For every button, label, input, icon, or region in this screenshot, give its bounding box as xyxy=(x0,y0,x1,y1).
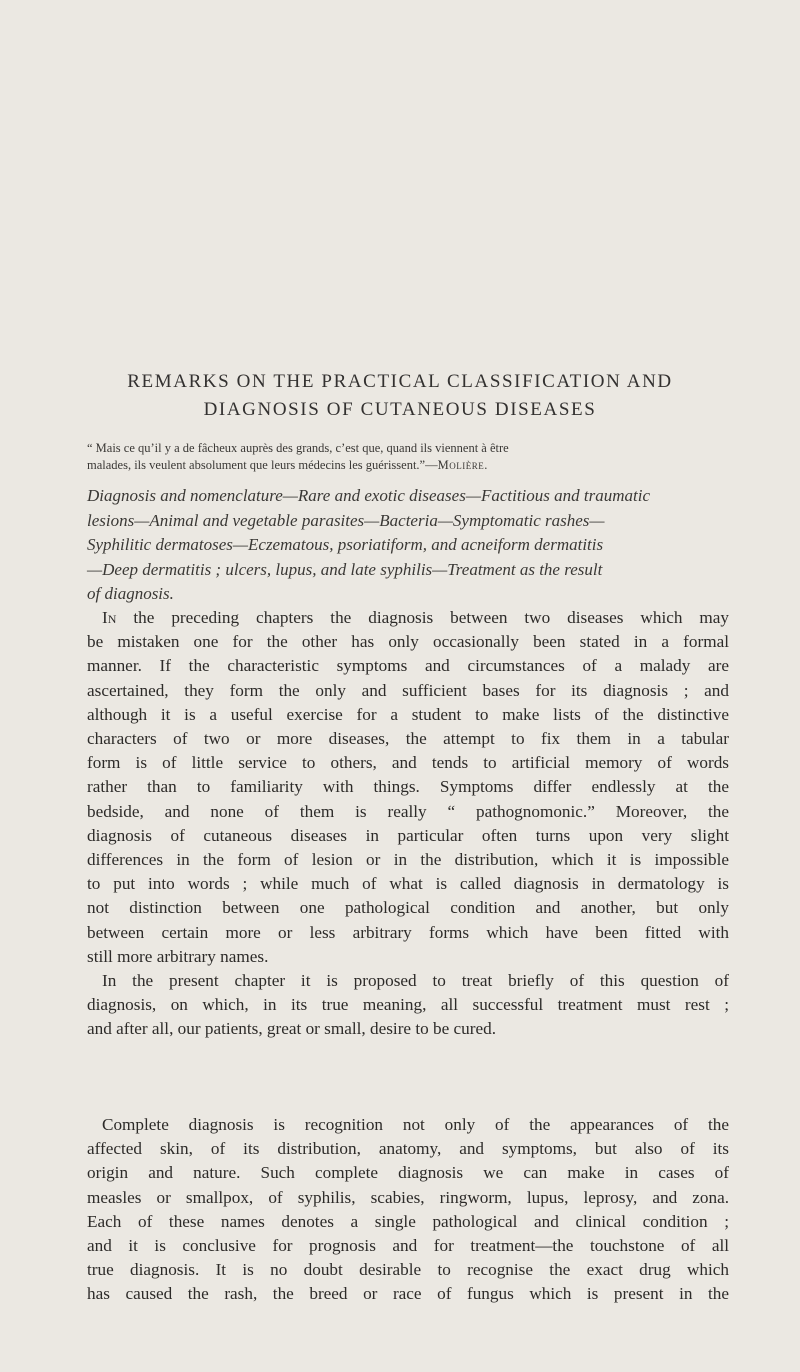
epigraph xyxy=(87,440,727,474)
chapter-summary xyxy=(87,484,729,607)
paragraph-line: diagnosis of cutaneous diseases in particular often turns upon very slight xyxy=(87,825,729,845)
paragraph-line: to put into words ; while much of what is called diagnosis in dermatology is xyxy=(87,874,729,894)
paragraph-line: manner. If the characteristic symptoms and circumstances of a malady are xyxy=(87,656,729,676)
paragraph-line xyxy=(87,606,729,630)
paragraph-line: Complete diagnosis is recognition not only of the appearances of the xyxy=(102,1115,729,1134)
paragraph-line: has caused the rash, the breed or race of fungus which is present in the xyxy=(87,1284,729,1304)
chapter-title-line-2: DIAGNOSIS OF CUTANEOUS DISEASES xyxy=(203,399,597,420)
summary-line: Syphilitic dermatoses—Eczematous, psoriatiform, and acneiform dermatitis xyxy=(87,535,604,554)
epigraph-text: malades, ils veulent absolument que leurs médecins les guérissent.”— xyxy=(87,458,438,472)
epigraph-line: “ Mais ce qu’il y a de fâcheux auprès des grands, c’est que, quand ils viennent à être xyxy=(87,441,509,455)
paragraph-line: diagnosis, on which, in its true meaning, all successful treatment must rest ; xyxy=(87,995,729,1015)
paragraph-line: bedside, and none of them is really “ pathognomonic.” Moreover, the xyxy=(87,801,729,821)
paragraph-1 xyxy=(87,606,729,969)
paragraph-first-line-text: the preceding chapters the diagnosis between two diseases which may xyxy=(116,608,729,627)
paragraph-line: In the present chapter it is proposed to treat briefly of this question of xyxy=(102,971,729,990)
epigraph-line xyxy=(87,457,727,474)
paragraph-line: not distinction between one pathological condition and another, but only xyxy=(87,898,729,918)
epigraph-author: Molière. xyxy=(437,458,488,472)
paragraph-line: be mistaken one for the other has only occasionally been stated in a formal xyxy=(87,632,729,652)
paragraph-line: true diagnosis. It is no doubt desirable to recognise the exact drug which xyxy=(87,1260,729,1280)
paragraph-line: affected skin, of its distribution, anatomy, and symptoms, but also of its xyxy=(87,1139,729,1159)
paragraph-3 xyxy=(87,1113,729,1307)
chapter-title-line-1: REMARKS ON THE PRACTICAL CLASSIFICATION AND xyxy=(127,371,673,392)
paragraph-line: rather than to familiarity with things. Symptoms differ endlessly at the xyxy=(87,777,729,797)
summary-line: lesions—Animal and vegetable parasites—Bacteria—Symptomatic rashes— xyxy=(87,510,605,530)
paragraph-line: ascertained, they form the only and sufficient bases for its diagnosis ; and xyxy=(87,680,729,700)
paragraph-line: Each of these names denotes a single pathological and clinical condition ; xyxy=(87,1211,729,1231)
summary-line: of diagnosis. xyxy=(87,584,174,603)
paragraph-line: between certain more or less arbitrary forms which have been fitted with xyxy=(87,922,729,942)
summary-line: Diagnosis and nomenclature—Rare and exotic diseases—Factitious and traumatic xyxy=(87,486,650,505)
paragraph-line: characters of two or more diseases, the attempt to fix them in a tabular xyxy=(87,729,729,749)
paragraph-line: measles or smallpox, of syphilis, scabies, ringworm, lupus, leprosy, and zona. xyxy=(87,1187,729,1207)
paragraph-2 xyxy=(87,969,729,1042)
paragraph-line: and it is conclusive for prognosis and for treatment—the touchstone of all xyxy=(87,1236,729,1256)
paragraph-line: and after all, our patients, great or small, desire to be cured. xyxy=(87,1019,497,1039)
paragraph-lead: In xyxy=(102,608,117,627)
paragraph-line: although it is a useful exercise for a student to make lists of the distinctive xyxy=(87,704,729,724)
summary-line: —Deep dermatitis ; ulcers, lupus, and late syphilis—Treatment as the result xyxy=(87,559,603,579)
paragraph-line: still more arbitrary names. xyxy=(87,946,269,966)
paragraph-line: origin and nature. Such complete diagnosis we can make in cases of xyxy=(87,1163,729,1183)
paragraph-line: form is of little service to others, and tends to artificial memory of words xyxy=(87,753,729,773)
paragraph-line: differences in the form of lesion or in the distribution, which it is impossible xyxy=(87,850,729,870)
